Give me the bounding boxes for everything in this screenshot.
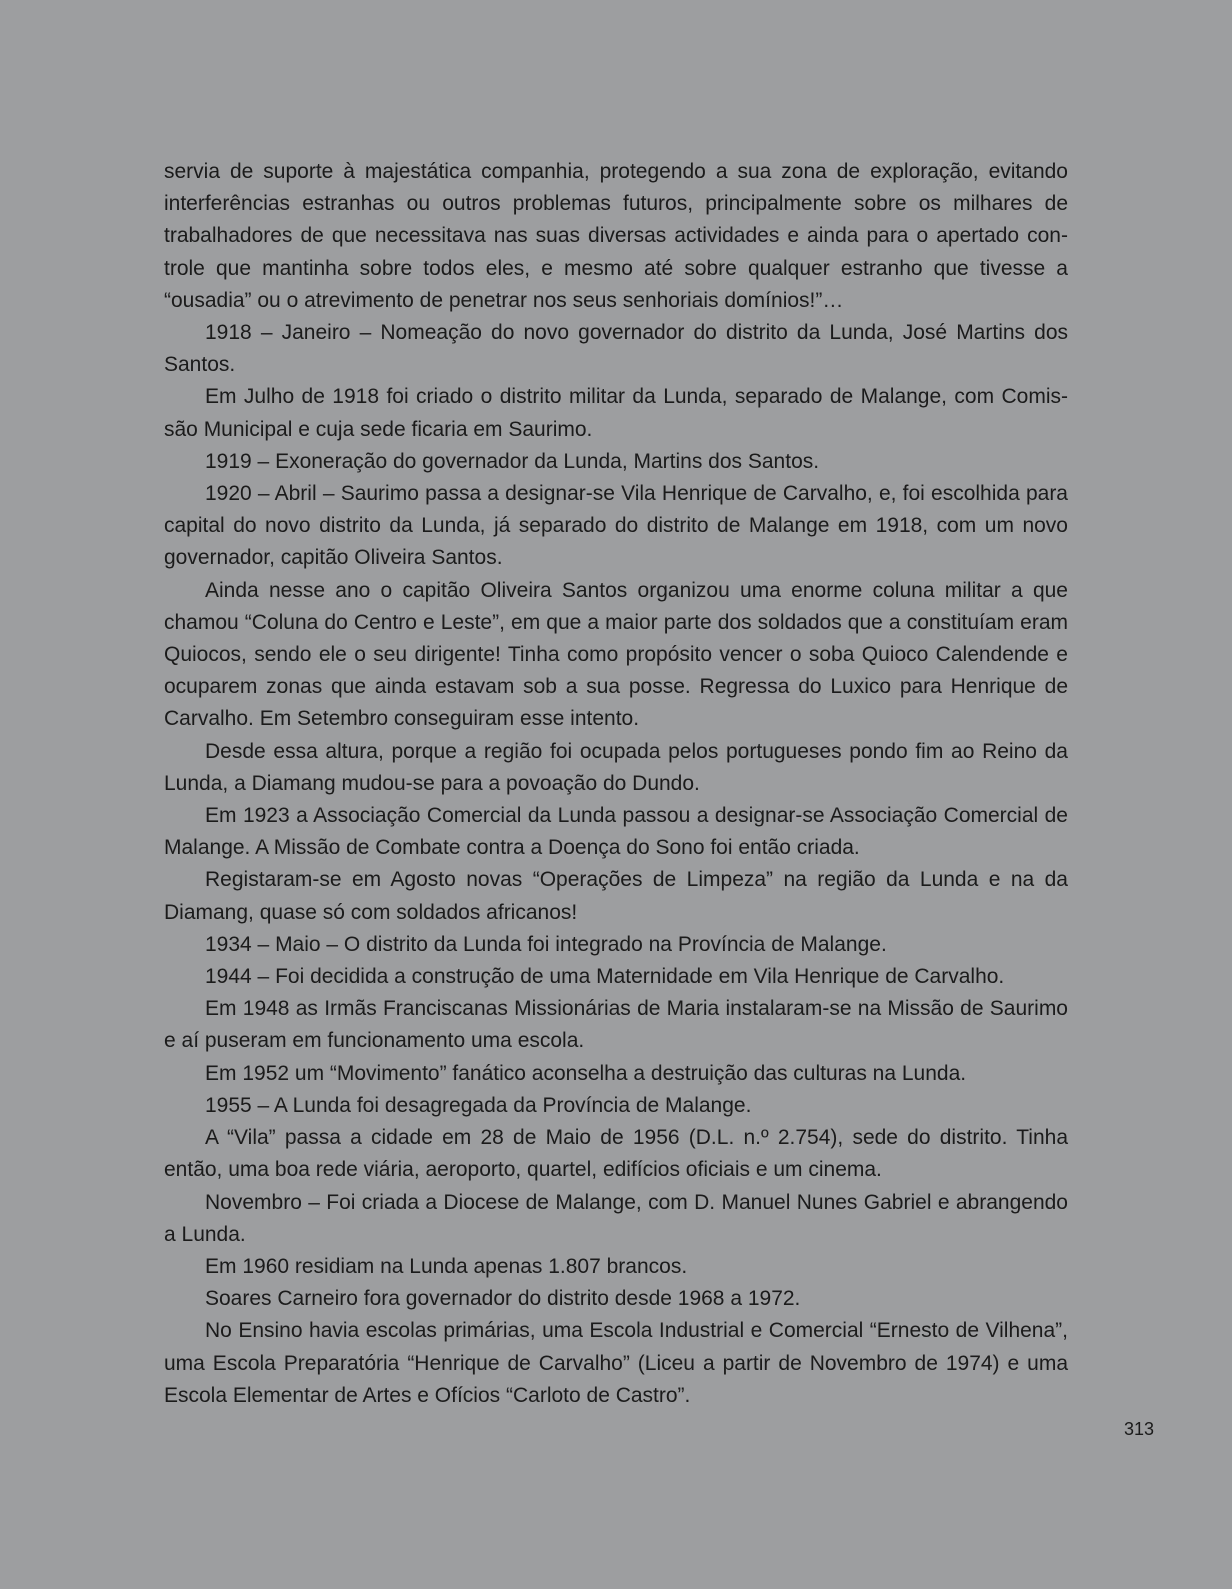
page-number: 313 (1124, 1419, 1155, 1439)
paragraph-1918-janeiro: 1918 – Janeiro – Nomeação do novo governador do distrito da Lunda, José Martins dos Santos. (164, 321, 1068, 377)
paragraph-coluna-centro-leste: Ainda nesse ano o capitão Oliveira Santos organizou uma enorme coluna militar a que chamou “Coluna do Centro e Leste”, em que a maior parte dos soldados que a constituíam eram Quiocos, sendo ele o seu dirigente! Tinha como propósito vencer o soba Quioco Calendende e ocuparem zonas que ainda estavam sob a sua posse. Regressa do Luxico para Henrique de Carvalho. Em Setembro conseguiram esse intento. (164, 578, 1068, 731)
paragraph-julho-1918: Em Julho de 1918 foi criado o distrito militar da Lunda, separado de Malange, com Comissão Municipal e cuja sede ficaria em Saurimo. (164, 385, 1068, 441)
paragraph-1955: 1955 – A Lunda foi desagregada da Província de Malange. (205, 1093, 752, 1117)
paragraph-1948: Em 1948 as Irmãs Franciscanas Missionárias de Maria instalaram-se na Missão de Saurimo e aí puseram em funcionamento uma escola. (164, 997, 1068, 1053)
paragraph-1944: 1944 – Foi decidida a construção de uma Maternidade em Vila Henrique de Carvalho. (205, 965, 1005, 989)
paragraph-1923: Em 1923 a Associação Comercial da Lunda passou a designar-se Associação Comercial de Malange. A Missão de Combate contra a Doença do Sono foi então criada. (164, 804, 1068, 860)
paragraph-vila-cidade-1956: A “Vila” passa a cidade em 28 de Maio de 1956 (D.L. n.º 2.754), sede do distrito. Tinha então, uma boa rede viária, aeroporto, quartel, edifícios oficiais e um cinema. (164, 1126, 1068, 1182)
paragraph-1919: 1919 – Exoneração do governador da Lunda, Martins dos Santos. (205, 449, 820, 473)
paragraph-operacoes-limpeza: Registaram-se em Agosto novas “Operações de Limpeza” na região da Lunda e na da Diamang, quase só com soldados africanos! (164, 868, 1068, 924)
paragraph-continuation: servia de suporte à majestática companhia, protegendo a sua zona de exploração, evitando interferências estranhas ou outros problemas futuros, principalmente sobre os milhares de trabalhadores de que necessitava nas suas diversas actividades e ainda para o apertado controle que mantinha sobre todos eles, e mesmo até sobre qualquer estranho que tivesse a “ousadia” ou o atrevimento de penetrar nos seus senhoriais domínios!”… (164, 160, 1068, 312)
paragraph-soares-carneiro: Soares Carneiro fora governador do distrito desde 1968 a 1972. (205, 1287, 801, 1311)
paragraph-diamang-dundo: Desde essa altura, porque a região foi ocupada pelos portugueses pondo fim ao Reino da Lunda, a Diamang mudou-se para a povoação do Dundo. (164, 739, 1068, 795)
page-body (164, 156, 1068, 1412)
paragraph-novembro-diocese: Novembro – Foi criada a Diocese de Malange, com D. Manuel Nunes Gabriel e abrangendo a Lunda. (164, 1190, 1068, 1246)
paragraph-1952: Em 1952 um “Movimento” fanático aconselha a destruição das culturas na Lunda. (205, 1061, 967, 1085)
paragraph-ensino: No Ensino havia escolas primárias, uma Escola Industrial e Comercial “Ernesto de Vilhena”, uma Escola Preparatória “Henrique de Carvalho” (Liceu a partir de Novembro de 1974) e uma Escola Elementar de Artes e Ofícios “Carloto de Castro”. (164, 1319, 1068, 1407)
paragraph-1934: 1934 – Maio – O distrito da Lunda foi integrado na Província de Malange. (205, 932, 887, 956)
paragraph-1920-abril: 1920 – Abril – Saurimo passa a designar-se Vila Henrique de Carvalho, e, foi escolhida para capital do novo distrito da Lunda, já separado do distrito de Malange em 1918, com um novo governador, capitão Oliveira Santos. (164, 482, 1068, 570)
paragraph-1960: Em 1960 residiam na Lunda apenas 1.807 brancos. (205, 1254, 688, 1278)
